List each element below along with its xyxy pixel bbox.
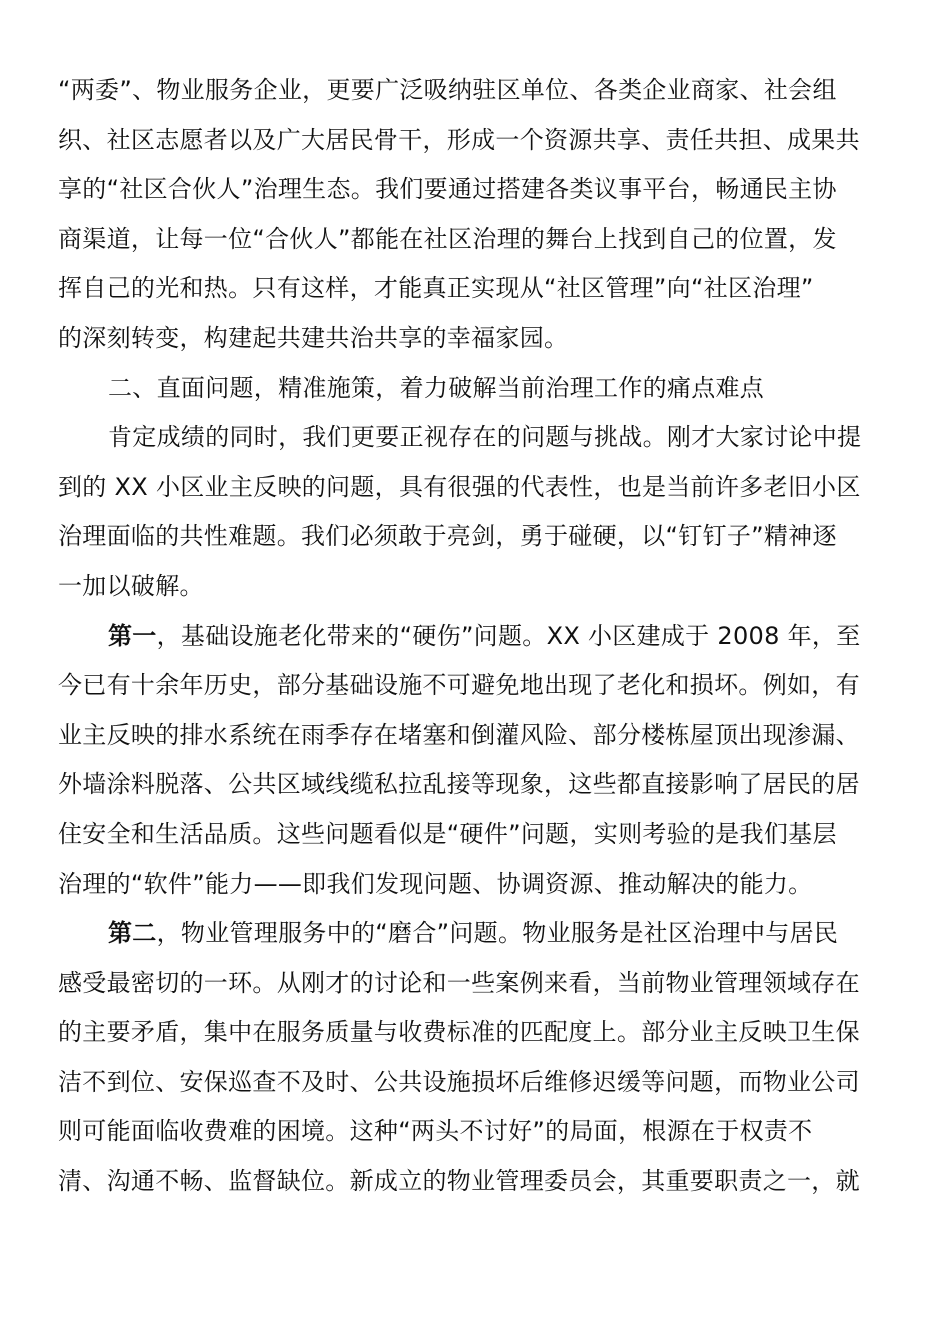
text-line: 织、社区志愿者以及广大居民骨干，形成一个资源共享、责任共担、成果共 bbox=[58, 125, 860, 154]
text-line-rest: ，物业管理服务中的“磨合”问题。物业服务是社区治理中与居民 bbox=[156, 919, 839, 948]
text-line-rest: ，基础设施老化带来的“硬伤”问题。XX 小区建成于 2008 年，至 bbox=[156, 621, 861, 650]
text-line: 今已有十余年历史，部分基础设施不可避免地出现了老化和损坏。例如，有 bbox=[58, 671, 860, 700]
text-line: 治理的“软件”能力——即我们发现问题、协调资源、推动解决的能力。 bbox=[58, 869, 813, 898]
text-line: 享的“社区合伙人”治理生态。我们要通过搭建各类议事平台，畅通民主协 bbox=[58, 175, 837, 204]
bold-lead-label: 第一 bbox=[108, 621, 157, 650]
text-line: 外墙涂料脱落、公共区域线缆私拉乱接等现象，这些都直接影响了居民的居 bbox=[58, 770, 860, 799]
section-heading-text: 二、直面问题，精准施策，着力破解当前治理工作的痛点难点 bbox=[108, 373, 765, 402]
bold-lead-label: 第二 bbox=[108, 919, 157, 948]
text-line: 治理面临的共性难题。我们必须敢于亮剑，勇于碰硬，以“钉钉子”精神逐 bbox=[58, 522, 837, 551]
text-line: 挥自己的光和热。只有这样，才能真正实现从“社区管理”向“社区治理” bbox=[58, 274, 814, 303]
text-line: 清、沟通不畅、监督缺位。新成立的物业管理委员会，其重要职责之一，就 bbox=[58, 1167, 860, 1196]
text-line: “两委”、物业服务企业，更要广泛吸纳驻区单位、各类企业商家、社会组 bbox=[58, 76, 837, 104]
text-line: 业主反映的排水系统在雨季存在堵塞和倒灌风险、部分楼栋屋顶出现渗漏、 bbox=[58, 720, 860, 749]
paragraph-community-partners bbox=[58, 66, 880, 364]
paragraph-first-issue bbox=[58, 612, 880, 910]
text-line: 洁不到位、安保巡查不及时、公共设施损坏后维修迟缓等问题，而物业公司 bbox=[58, 1067, 860, 1096]
text-line: 则可能面临收费难的困境。这种“两头不讨好”的局面，根源在于权责不 bbox=[58, 1117, 813, 1146]
text-line: 的主要矛盾，集中在服务质量与收费标准的匹配度上。部分业主反映卫生保 bbox=[58, 1018, 860, 1047]
text-line: 的深刻转变，构建起共建共治共享的幸福家园。 bbox=[58, 323, 569, 352]
paragraph-second-issue bbox=[58, 909, 880, 1207]
paragraph-problems-intro bbox=[58, 413, 880, 611]
text-line: 住安全和生活品质。这些问题看似是“硬件”问题，实则考验的是我们基层 bbox=[58, 819, 837, 848]
text-line: 感受最密切的一环。从刚才的讨论和一些案例来看，当前物业管理领域存在 bbox=[58, 968, 860, 997]
text-line: 一加以破解。 bbox=[58, 571, 204, 600]
document-body bbox=[58, 66, 880, 1207]
text-line bbox=[58, 612, 880, 662]
section-heading-2 bbox=[58, 364, 880, 414]
text-line: 到的 XX 小区业主反映的问题，具有很强的代表性，也是当前许多老旧小区 bbox=[58, 472, 861, 501]
text-line: 商渠道，让每一位“合伙人”都能在社区治理的舞台上找到自己的位置，发 bbox=[58, 224, 837, 253]
text-line bbox=[58, 909, 880, 959]
text-line: 肯定成绩的同时，我们更要正视存在的问题与挑战。刚才大家讨论中提 bbox=[108, 423, 862, 452]
